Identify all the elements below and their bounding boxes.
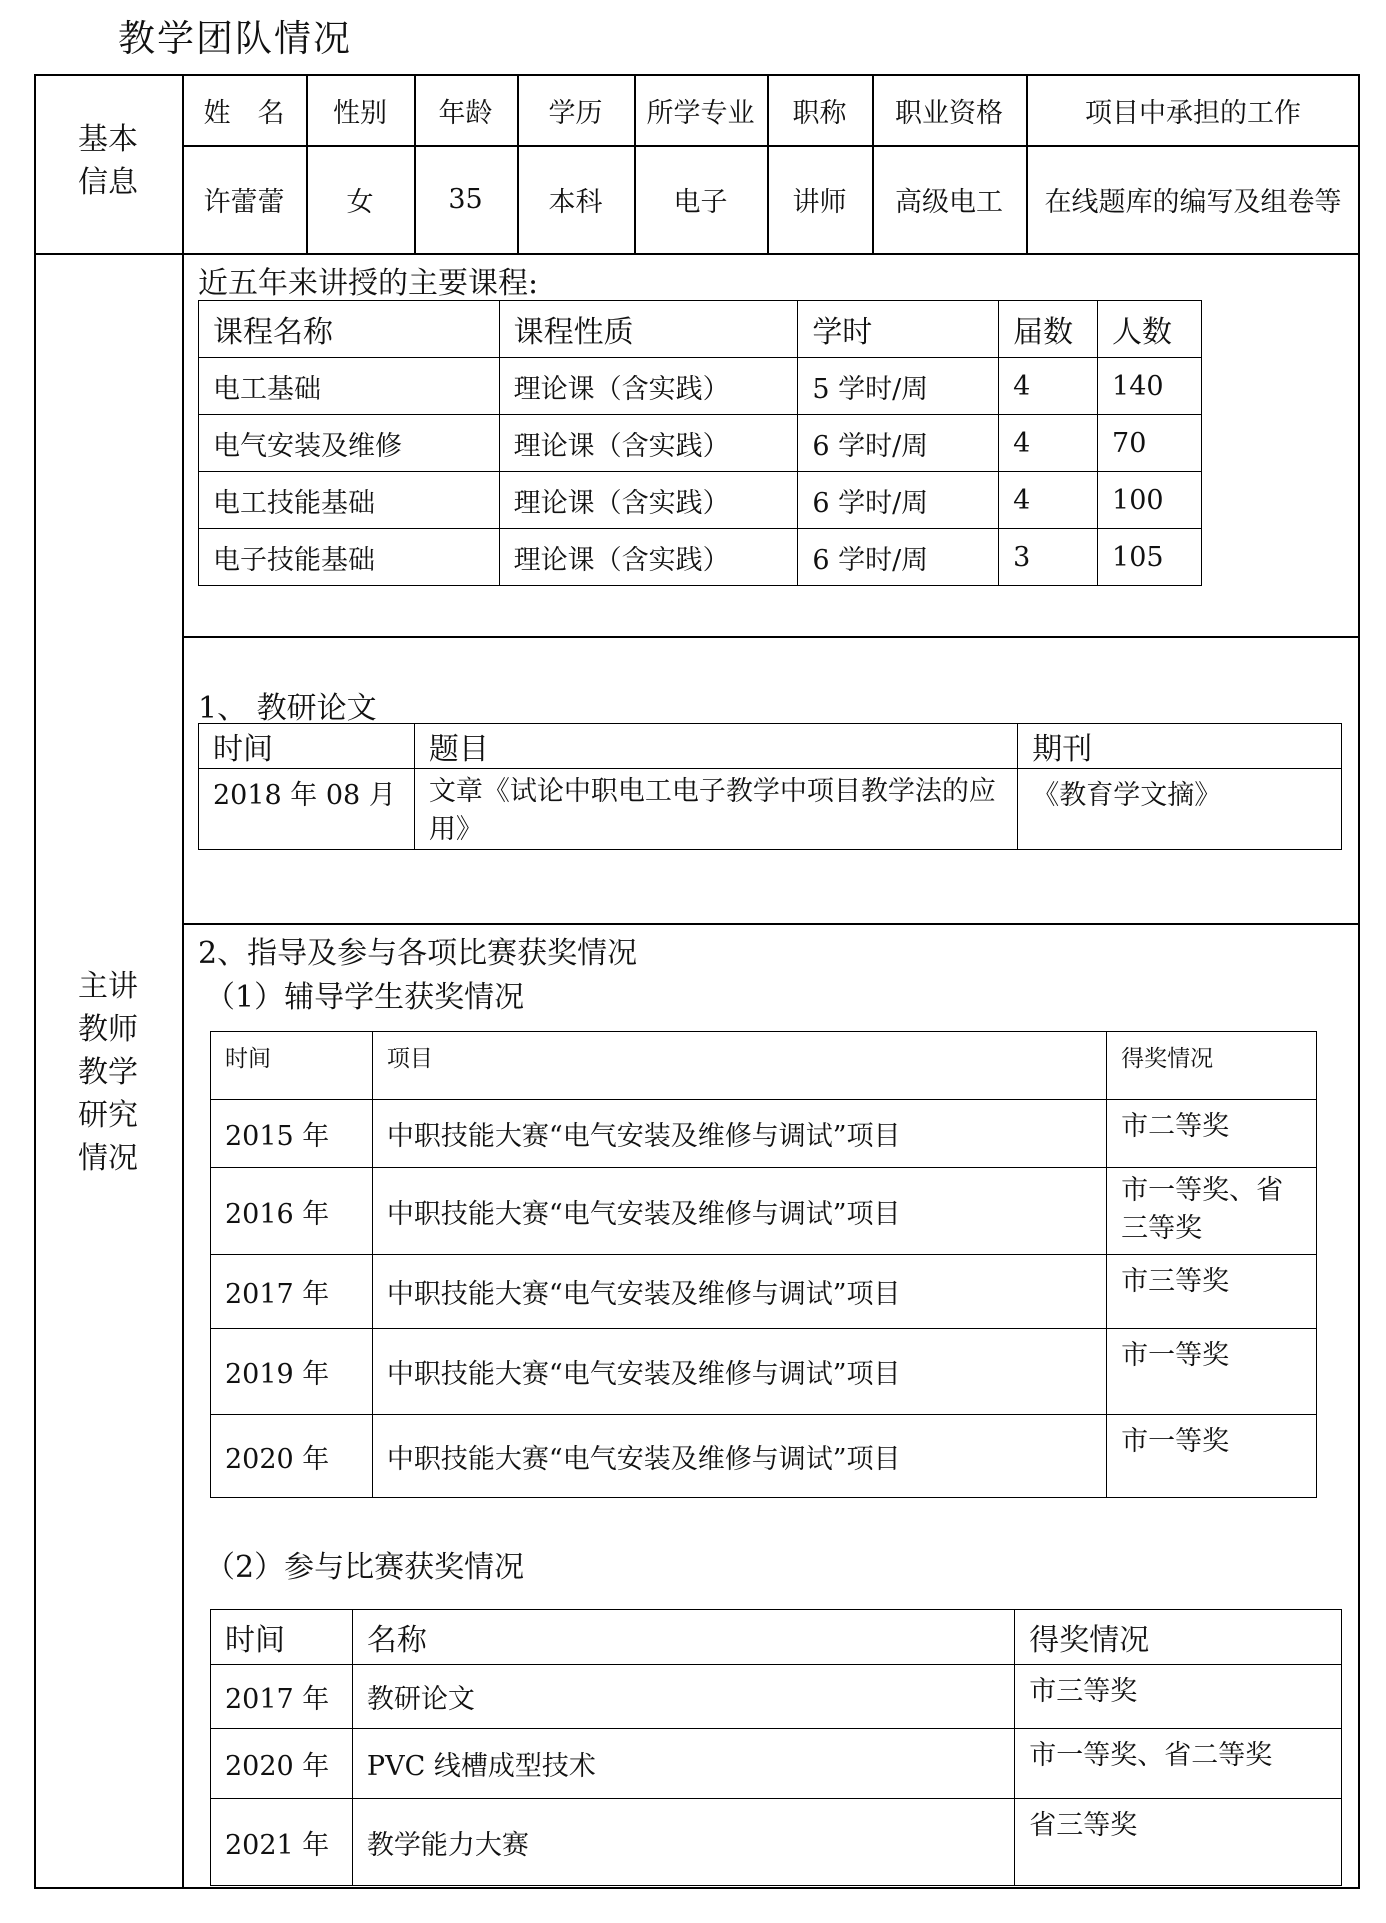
value-title: 讲师 (792, 187, 847, 218)
table-cell: PVC 线槽成型技术 (352, 1729, 1014, 1799)
header-name: 姓 名 (203, 98, 285, 129)
table-cell: 2020 年 (211, 1415, 373, 1498)
table-cell: 5 学时/周 (798, 358, 999, 415)
table-row (211, 1329, 1317, 1415)
basic-info-label (34, 118, 182, 204)
courses-header-terms: 届数 (999, 301, 1098, 358)
table-row (211, 1168, 1317, 1255)
student-awards-header-project: 项目 (372, 1032, 1106, 1100)
table-cell: 2020 年 (211, 1729, 353, 1799)
table-cell: 6 学时/周 (798, 415, 999, 472)
papers-header-date: 时间 (199, 724, 415, 769)
table-cell: 《教育学文摘》 (1018, 769, 1342, 850)
table-cell: 140 (1098, 358, 1202, 415)
student-awards-table (210, 1031, 1317, 1498)
table-cell: 中职技能大赛“电气安装及维修与调试”项目 (372, 1415, 1106, 1498)
basic-info-label-line2: 信息 (78, 165, 138, 200)
table-cell: 教学能力大赛 (352, 1799, 1014, 1886)
table-cell: 4 (999, 472, 1098, 529)
value-age: 35 (448, 184, 483, 215)
value-qualification: 高级电工 (895, 187, 1003, 218)
papers-heading: 1、 教研论文 (198, 691, 377, 726)
table-cell: 3 (999, 529, 1098, 586)
table-row (199, 529, 1202, 586)
courses-header-hours: 学时 (798, 301, 999, 358)
own-awards-header-date: 时间 (211, 1610, 353, 1665)
header-gender: 性别 (333, 98, 387, 129)
courses-header-type: 课程性质 (499, 301, 798, 358)
table-row (211, 1799, 1342, 1886)
research-section-label (34, 965, 182, 1180)
table-cell: 6 学时/周 (798, 472, 999, 529)
table-row (199, 472, 1202, 529)
table-cell: 教研论文 (352, 1665, 1014, 1729)
table-cell: 市一等奖 (1107, 1329, 1317, 1415)
table-row (199, 415, 1202, 472)
table-row (199, 769, 1342, 850)
papers-header-topic: 题目 (414, 724, 1017, 769)
research-label-line: 主讲 (78, 969, 138, 1004)
header-major: 所学专业 (646, 98, 755, 129)
table-cell: 2019 年 (211, 1329, 373, 1415)
value-name: 许蕾蕾 (203, 187, 285, 218)
value-education: 本科 (548, 187, 603, 218)
table-cell: 70 (1098, 415, 1202, 472)
table-cell: 中职技能大赛“电气安装及维修与调试”项目 (372, 1255, 1106, 1329)
table-header-row (211, 1032, 1317, 1100)
table-cell: 4 (999, 415, 1098, 472)
table-cell: 电气安装及维修 (199, 415, 500, 472)
section-divider (182, 923, 1360, 925)
table-cell: 电子技能基础 (199, 529, 500, 586)
header-education: 学历 (548, 98, 603, 129)
header-age: 年龄 (438, 98, 493, 129)
table-cell: 电工基础 (199, 358, 500, 415)
value-major: 电子 (673, 187, 728, 218)
student-awards-heading: （1）辅导学生获奖情况 (205, 980, 525, 1015)
table-header-row (211, 1610, 1342, 1665)
courses-header-students: 人数 (1098, 301, 1202, 358)
header-title: 职称 (792, 98, 847, 129)
header-project-role: 项目中承担的工作 (1085, 98, 1301, 129)
table-row (211, 1255, 1317, 1329)
table-cell: 电工技能基础 (199, 472, 500, 529)
page-title: 教学团队情况 (118, 17, 352, 60)
table-row (211, 1415, 1317, 1498)
own-awards-heading: （2）参与比赛获奖情况 (205, 1550, 525, 1585)
table-cell: 中职技能大赛“电气安装及维修与调试”项目 (372, 1100, 1106, 1168)
table-cell: 理论课（含实践） (499, 529, 798, 586)
table-cell: 105 (1098, 529, 1202, 586)
value-project-role: 在线题库的编写及组卷等 (1044, 187, 1342, 218)
table-cell: 中职技能大赛“电气安装及维修与调试”项目 (372, 1168, 1106, 1255)
table-cell: 理论课（含实践） (499, 472, 798, 529)
table-row (199, 358, 1202, 415)
table-cell: 市二等奖 (1107, 1100, 1317, 1168)
research-label-line: 教师 (78, 1012, 138, 1047)
basic-section-bottom (34, 253, 1360, 255)
table-cell: 省三等奖 (1015, 1799, 1342, 1886)
student-awards-header-date: 时间 (211, 1032, 373, 1100)
table-cell: 4 (999, 358, 1098, 415)
table-cell: 2015 年 (211, 1100, 373, 1168)
table-cell: 市一等奖、省三等奖 (1107, 1168, 1317, 1255)
student-awards-header-result: 得奖情况 (1107, 1032, 1317, 1100)
header-qualification: 职业资格 (895, 98, 1003, 129)
table-cell: 2017 年 (211, 1255, 373, 1329)
own-awards-header-name: 名称 (352, 1610, 1014, 1665)
table-cell: 6 学时/周 (798, 529, 999, 586)
research-label-line: 研究 (78, 1098, 138, 1133)
table-cell: 市三等奖 (1015, 1665, 1342, 1729)
table-row (211, 1729, 1342, 1799)
own-awards-table (210, 1609, 1342, 1886)
table-cell: 100 (1098, 472, 1202, 529)
table-row (211, 1665, 1342, 1729)
basic-info-label-line1: 基本 (78, 122, 138, 157)
table-cell: 理论课（含实践） (499, 415, 798, 472)
table-cell: 中职技能大赛“电气安装及维修与调试”项目 (372, 1329, 1106, 1415)
papers-table (198, 723, 1342, 850)
table-cell: 市一等奖、省二等奖 (1015, 1729, 1342, 1799)
courses-header-name: 课程名称 (199, 301, 500, 358)
value-gender: 女 (346, 187, 374, 218)
table-cell: 文章《试论中职电工电子教学中项目教学法的应用》 (414, 769, 1017, 850)
courses-table (198, 300, 1202, 586)
courses-heading: 近五年来讲授的主要课程: (198, 266, 539, 301)
table-cell: 2017 年 (211, 1665, 353, 1729)
label-column-divider (182, 74, 184, 1889)
table-cell: 市一等奖 (1107, 1415, 1317, 1498)
table-cell: 市三等奖 (1107, 1255, 1317, 1329)
table-cell: 2021 年 (211, 1799, 353, 1886)
awards-heading: 2、指导及参与各项比赛获奖情况 (198, 936, 638, 971)
research-label-line: 情况 (78, 1141, 138, 1176)
table-header-row (199, 724, 1342, 769)
papers-header-journal: 期刊 (1018, 724, 1342, 769)
table-header-row (199, 301, 1202, 358)
table-cell: 2016 年 (211, 1168, 373, 1255)
table-row (211, 1100, 1317, 1168)
own-awards-header-result: 得奖情况 (1015, 1610, 1342, 1665)
research-label-line: 教学 (78, 1055, 138, 1090)
table-cell: 2018 年 08 月 (199, 769, 415, 850)
section-divider (182, 636, 1360, 638)
table-cell: 理论课（含实践） (499, 358, 798, 415)
